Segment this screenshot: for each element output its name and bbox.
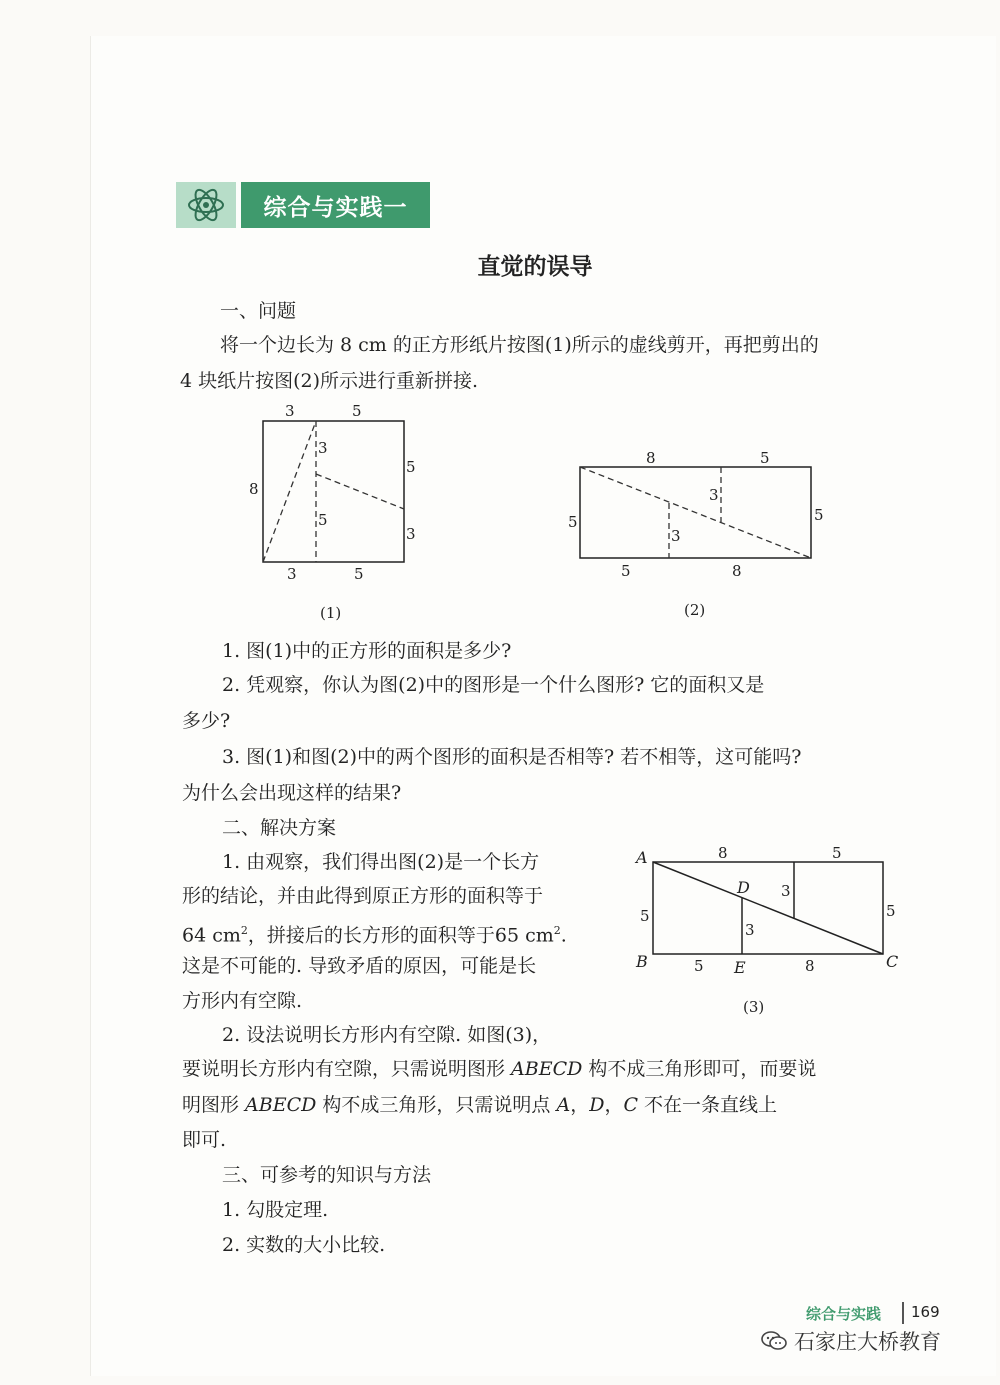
question-2-line-1: 2. 凭观察，你认为图(2)中的图形是一个什么图形? 它的面积又是	[222, 674, 765, 696]
fig2-label-top-a: 8	[646, 449, 656, 467]
fig1-label-inner-top: 3	[318, 439, 328, 457]
fig3-point-d: D	[737, 878, 750, 897]
fig3-point-a: A	[636, 848, 648, 867]
fig3-label-left: 5	[640, 907, 650, 925]
fig1-label-bottom-a: 3	[287, 565, 297, 583]
solution-1-line-2: 形的结论，并由此得到原正方形的面积等于	[182, 885, 544, 907]
solution-2-line-1: 2. 设法说明长方形内有空隙. 如图(3)，	[222, 1024, 552, 1046]
knowledge-2: 2. 实数的大小比较.	[222, 1234, 386, 1256]
wechat-icon	[760, 1330, 788, 1352]
fig2-label-inner-left: 3	[671, 527, 681, 545]
solution-2-line-4: 即可.	[182, 1129, 227, 1151]
fig3-label-bottom-b: 8	[805, 957, 815, 975]
fig1-label-right-bottom: 3	[406, 525, 416, 543]
fig1-label-top-b: 5	[352, 402, 362, 420]
solution-1-line-4: 这是不可能的. 导致矛盾的原因，可能是长	[182, 955, 537, 977]
fig2-label-inner-right: 3	[709, 486, 719, 504]
solution-1-line-5: 方形内有空隙.	[182, 990, 303, 1012]
heading-solution: 二、解决方案	[222, 817, 337, 839]
fig3-label-inner-left: 3	[745, 921, 755, 939]
fig3-label-top-a: 8	[718, 844, 728, 862]
problem-line-1: 将一个边长为 8 cm 的正方形纸片按图(1)所示的虚线剪开，再把剪出的	[220, 334, 819, 356]
solution-1-line-1: 1. 由观察，我们得出图(2)是一个长方	[222, 851, 540, 873]
fig3-label-top-b: 5	[832, 844, 842, 862]
heading-knowledge: 三、可参考的知识与方法	[222, 1164, 432, 1186]
fig2-label-bottom-b: 8	[732, 562, 742, 580]
fig2-label-top-b: 5	[760, 449, 770, 467]
footer-section-label: 综合与实践	[806, 1305, 882, 1323]
fig3-point-c: C	[886, 952, 899, 971]
question-3-line-2: 为什么会出现这样的结果?	[182, 782, 402, 804]
fig3-diagonal	[653, 862, 883, 954]
fig1-label-top-a: 3	[285, 402, 295, 420]
fig1-caption: (1)	[320, 604, 342, 622]
fig1-cut-diagonal	[263, 421, 316, 562]
fig1-cut-slant	[316, 474, 404, 509]
fig2-label-right: 5	[814, 506, 824, 524]
fig1-square	[263, 421, 404, 562]
page-title: 直觉的误导	[477, 254, 593, 280]
fig2-label-bottom-a: 5	[621, 562, 631, 580]
fig3-caption: (3)	[743, 998, 765, 1016]
fig1-label-right-top: 5	[406, 458, 416, 476]
solution-2-line-3: 明图形 ABECD 构不成三角形，只需说明点 A，D，C 不在一条直线上	[182, 1094, 778, 1116]
fig3-label-inner-right: 3	[781, 882, 791, 900]
problem-line-2: 4 块纸片按图(2)所示进行重新拼接.	[180, 370, 479, 392]
fig3-point-b: B	[636, 952, 648, 971]
footer-divider	[902, 1302, 904, 1324]
fig1-label-inner-bottom: 5	[318, 511, 328, 529]
question-1: 1. 图(1)中的正方形的面积是多少?	[222, 640, 512, 662]
solution-1-line-3: 64 $cm^2$，拼接后的长方形的面积等于65 $cm^2$.	[182, 924, 567, 947]
fig3-point-e: E	[734, 958, 746, 977]
watermark-text: 石家庄大桥教育	[794, 1330, 941, 1354]
fig3-label-bottom-a: 5	[694, 957, 704, 975]
section-label: 综合与实践一	[241, 182, 430, 228]
question-2-line-2: 多少?	[182, 710, 231, 732]
fig3-label-right: 5	[886, 902, 896, 920]
fig2-label-left: 5	[568, 513, 578, 531]
fig2-caption: (2)	[684, 601, 706, 619]
watermark	[760, 1326, 941, 1356]
fig1-label-left: 8	[249, 480, 259, 498]
question-3-line-1: 3. 图(1)和图(2)中的两个图形的面积是否相等? 若不相等，这可能吗?	[222, 746, 802, 768]
fig1-label-bottom-b: 5	[354, 565, 364, 583]
heading-problem: 一、问题	[220, 300, 297, 322]
page-number: 169	[911, 1303, 940, 1321]
solution-2-line-2: 要说明长方形内有空隙，只需说明图形 ABECD 构不成三角形即可，而要说	[182, 1058, 817, 1080]
fig2-diagonal	[580, 467, 811, 558]
knowledge-1: 1. 勾股定理.	[222, 1199, 329, 1221]
